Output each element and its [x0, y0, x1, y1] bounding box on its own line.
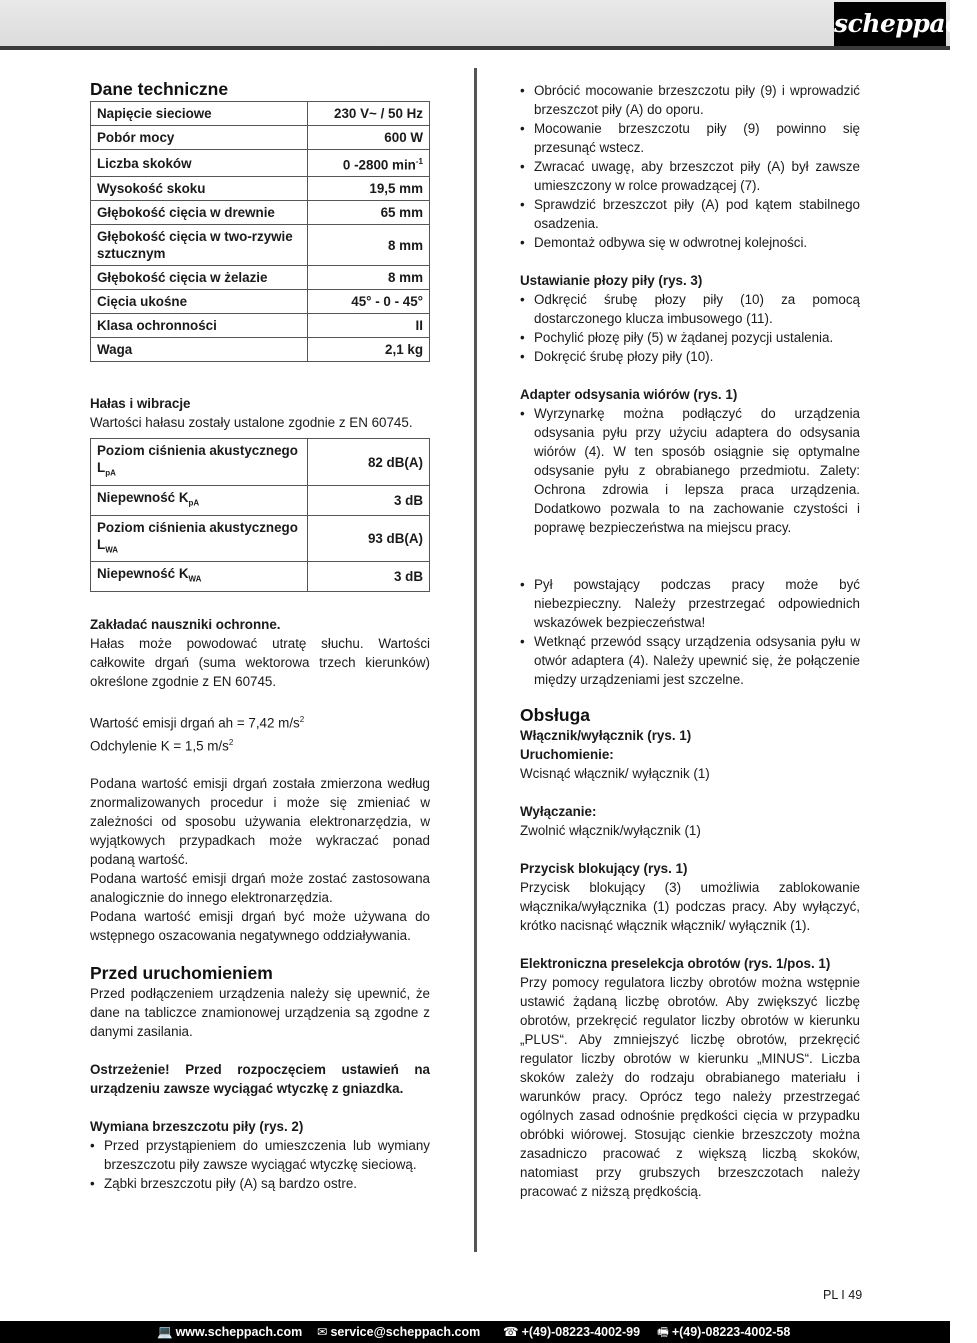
table-row — [91, 314, 430, 338]
noise-label: Poziom ciśnienia akustycznego $L_{pA}$ — [91, 439, 308, 486]
table-row — [91, 177, 430, 201]
noise-value: 82 dB(A) — [307, 439, 429, 486]
noise-label: Niepewność $K_{pA}$ — [91, 486, 308, 516]
spec-value: 230 V~ / 50 Hz — [307, 102, 429, 126]
noise-label: Niepewność $K_{WA}$ — [91, 562, 308, 592]
tech-title: Dane techniczne — [90, 79, 229, 99]
noise-intro: Wartości hałasu zostały ustalone zgodnie z EN 60745. — [90, 415, 413, 431]
spec-value: 0 -2800 $\min^{-1}$ — [307, 150, 429, 177]
fax-icon: 🖷 — [657, 1325, 669, 1339]
footer-email: ✉ service@scheppach.com — [317, 1321, 480, 1343]
column-divider — [474, 68, 477, 1252]
computer-icon: 💻 — [157, 1325, 173, 1339]
spec-value: 19,5 mm — [307, 177, 429, 201]
spec-label: Głębokość cięcia w żelazie — [91, 266, 308, 290]
scheppach-logo: scheppach — [834, 2, 946, 46]
list-item: • Wetknąć przewód ssący urządzenia odsysania pyłu w otwór adaptera (4). Należy upewnić się, że połączenie między urządzeniami jest szczelne. — [520, 632, 860, 689]
table-row — [91, 102, 430, 126]
mail-icon: ✉ — [317, 1325, 328, 1339]
ear-protection-warning: Zakładać nauszniki ochronne. — [90, 617, 281, 633]
list-item: • Dokręcić śrubę płozy piły (10). — [520, 347, 860, 366]
list-item: • Wyrzynarkę można podłączyć do urządzenia odsysania pyłu przy użyciu adaptera do odsysania wiórów (4). W ten sposób osiągnie się optymalne odsysanie pyłu z obrabianego przedmiotu. Zalety: Ochrona zdrowia i lepsza praca urządzenia. Dodatkowo pozwala to na zachowanie czystości i poprawę bezpieczeństwa na miejscu pracy. — [520, 404, 860, 537]
list-item: • Odkręcić śrubę płozy piły (10) za pomocą dostarczonego klucza imbusowego (11). — [520, 290, 860, 328]
hearing-text: Hałas może powodować utratę słuchu. Wartości całkowite drgań (suma wektorowa trzech kierunków) określone zgodnie z EN 60745. — [90, 636, 430, 690]
page-number: PL I 49 — [823, 1288, 863, 1302]
list-item: • Pochylić płozę piły (5) w żądanej pozycji ustalenia. — [520, 328, 860, 347]
table-row — [91, 515, 430, 562]
spec-value: 65 mm — [307, 201, 429, 225]
blade-change-list — [90, 1136, 430, 1193]
stop-label: Wyłączanie: — [520, 804, 597, 819]
vibration-para-3: Podana wartość emisji drgań być może używana do wstępnego oszacowania negatywnego oddziaływania. — [90, 909, 430, 944]
vibration-para-2: Podana wartość emisji drgań może zostać zastosowana analogicznie do innego elektronarzędzia. — [90, 871, 430, 906]
table-row — [91, 201, 430, 225]
list-item: • Obrócić mocowanie brzeszczotu piły (9) i wprowadzić brzeszczot piły (A) do oporu. — [520, 81, 860, 119]
tech-table — [90, 101, 430, 362]
spec-label: Pobór mocy — [91, 126, 308, 150]
list-item: • Mocowanie brzeszczotu piły (9) powinno się przesunąć wstecz. — [520, 119, 860, 157]
footer-web: 💻 www.scheppach.com — [157, 1321, 302, 1343]
list-item: • Pył powstający podczas pracy może być niebezpieczny. Należy przestrzegać odpowiednich wskazówek bezpieczeństwa! — [520, 575, 860, 632]
table-row — [91, 439, 430, 486]
list-item: • Ząbki brzeszczotu piły (A) są bardzo ostre. — [90, 1174, 430, 1193]
spec-value: II — [307, 314, 429, 338]
spec-value: 600 W — [307, 126, 429, 150]
switch-title: Włącznik/wyłącznik (rys. 1) — [520, 728, 692, 743]
speed-preselect-text: Przy pomocy regulatora liczby obrotów można wstępnie ustawić żądaną liczbę obrotów. Aby zwiększyć liczbę obrotów, przekręcić regulator liczby obrotów w kierunku „PLUS“. Aby zmniejszyć liczbę obrotów, przekręcić regulator liczby obrotów w kierunku „MINUS“. Liczba skoków zależy do rodzaju obrabianego materiału i warunków pracy. Oprócz tego należy przestrzegać ogólnych zasad odnośnie prędkości cięcia w przypadku obróbki wiórowej. Stosując cienkie brzeszczoty można zasadniczo pracować z większą liczbą skoków, natomiast przy grubszych brzeszczotach należy pracować z niższą prędkością. — [520, 975, 860, 1199]
vibration-para-1: Podana wartość emisji drgań została zmierzona według znormalizowanych procedur i może się zmieniać w zależności od sposobu używania elektronarzędzia, w wyjątkowych przypadkach może wykraczać ponad podaną wartość. — [90, 776, 430, 868]
unplug-warning: Ostrzeżenie! Przed rozpoczęciem ustawień na urządzeniu zawsze wyciągać wtyczkę z gniazdka. — [90, 1062, 430, 1097]
noise-value: 3 dB — [307, 486, 429, 516]
skid-title: Ustawianie płozy piły (rys. 3) — [520, 273, 703, 288]
dust-adapter-list — [520, 404, 860, 537]
lock-button-text: Przycisk blokujący (3) umożliwia zablokowanie włącznika/wyłącznika (1) podczas pracy. Aby wyłączyć, krótko nacisnąć włącznik włącznik/ wyłącznik (1). — [520, 880, 860, 933]
dust-adapter-list-2 — [520, 575, 860, 689]
table-row — [91, 150, 430, 177]
dust-adapter-title: Adapter odsysania wiórów (rys. 1) — [520, 387, 738, 402]
footer-bar — [0, 1321, 950, 1343]
spec-value: 2,1 kg — [307, 338, 429, 362]
blade-change-list-cont — [520, 81, 860, 252]
before-start-title: Przed uruchomieniem — [90, 963, 273, 984]
vibration-uncertainty: Odchylenie K = 1,5 $m/s^2$ — [90, 737, 234, 754]
spec-label: Wysokość skoku — [91, 177, 308, 201]
footer-phone: ☎ +(49)-08223-4002-99 — [503, 1321, 640, 1343]
table-row — [91, 126, 430, 150]
table-row — [91, 562, 430, 592]
spec-value: 8 mm — [307, 225, 429, 266]
noise-value: 93 dB(A) — [307, 515, 429, 562]
spec-label: Klasa ochronności — [91, 314, 308, 338]
list-item: • Sprawdzić brzeszczot piły (A) pod kątem stabilnego osadzenia. — [520, 195, 860, 233]
before-start-text: Przed podłączeniem urządzenia należy się upewnić, że dane na tabliczce znamionowej urządzenia są zgodne z danymi zasilania. — [90, 986, 430, 1040]
spec-label: Waga — [91, 338, 308, 362]
phone-icon: ☎ — [503, 1325, 519, 1339]
noise-title: Hałas i wibracje — [90, 396, 191, 412]
stop-text: Zwolnić włącznik/wyłącznik (1) — [520, 823, 701, 838]
vibration-emission: Wartość emisji drgań ah = 7,42 $m/s^2$ — [90, 715, 305, 731]
noise-table — [90, 438, 430, 592]
start-text: Wcisnąć włącznik/ wyłącznik (1) — [520, 766, 710, 781]
noise-label: Poziom ciśnienia akustycznego $L_{WA}$ — [91, 515, 308, 562]
list-item: • Demontaż odbywa się w odwrotnej kolejności. — [520, 233, 860, 252]
skid-list — [520, 290, 860, 366]
table-row — [91, 486, 430, 516]
spec-label: Głębokość cięcia w drewnie — [91, 201, 308, 225]
operation-title: Obsługa — [520, 705, 591, 725]
header-bar — [0, 0, 977, 50]
start-label: Uruchomienie: — [520, 747, 614, 762]
list-item: • Zwracać uwagę, aby brzeszczot piły (A) był zawsze umieszczony w rolce prowadzącej (7). — [520, 157, 860, 195]
list-item: • Przed przystąpieniem do umieszczenia lub wymiany brzeszczotu piły zawsze wyciągać wtyczkę sieciową. — [90, 1136, 430, 1174]
spec-value: 45° - 0 - 45° — [307, 290, 429, 314]
table-row — [91, 266, 430, 290]
table-row — [91, 225, 430, 266]
noise-value: 3 dB — [307, 562, 429, 592]
spec-label: Głębokość cięcia w two-rzywie sztucznym — [91, 225, 308, 266]
right-column — [520, 81, 860, 1201]
spec-label: Napięcie sieciowe — [91, 102, 308, 126]
left-column — [90, 78, 430, 1193]
spec-label: Liczba skoków — [91, 150, 308, 177]
table-row — [91, 290, 430, 314]
spec-label: Cięcia ukośne — [91, 290, 308, 314]
table-row — [91, 338, 430, 362]
blade-change-title: Wymiana brzeszczotu piły (rys. 2) — [90, 1119, 304, 1135]
lock-button-title: Przycisk blokujący (rys. 1) — [520, 861, 688, 876]
footer-fax: 🖷 +(49)-08223-4002-58 — [657, 1321, 790, 1343]
spec-value: 8 mm — [307, 266, 429, 290]
speed-preselect-title: Elektroniczna preselekcja obrotów (rys. 1/pos. 1) — [520, 956, 831, 971]
